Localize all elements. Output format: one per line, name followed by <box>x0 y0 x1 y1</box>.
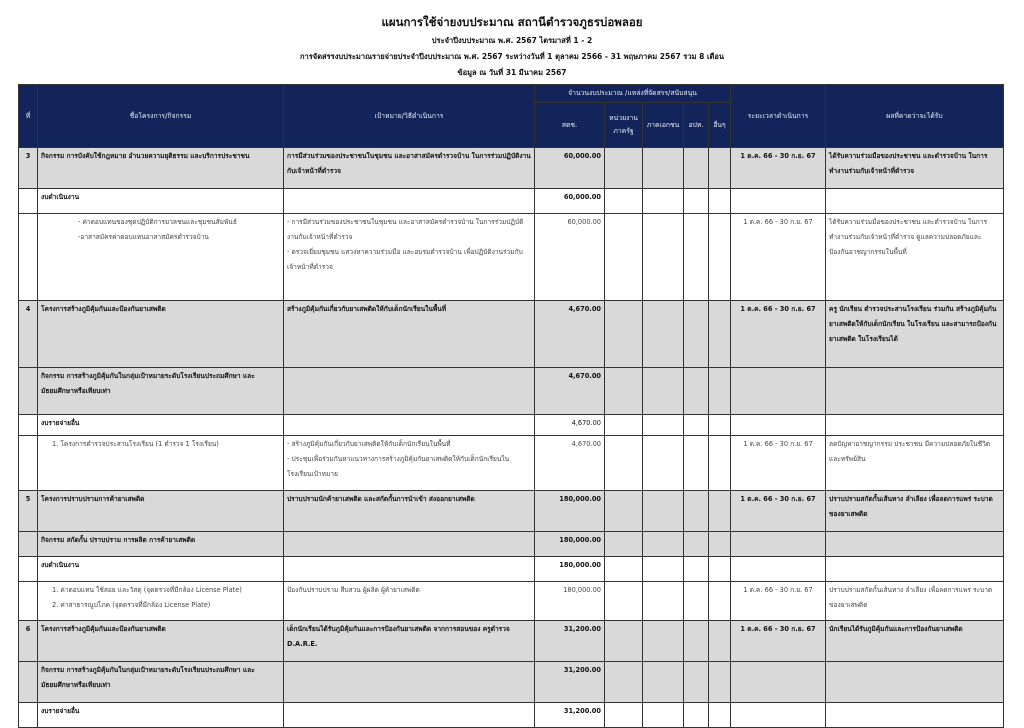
row-amount-police: 31,200.00 <box>535 662 605 703</box>
row-outcome: ได้รับความร่วมมือของประชาชน และตำรวจบ้าน ในการทำงานร่วมกับเจ้าหน้าที่ตำรวจ <box>826 148 1004 189</box>
row-amount-government <box>605 189 643 214</box>
document-title: แผนการใช้จ่ายงบประมาณ สถานีตำรวจภูธรบ่อพลอย <box>381 15 643 29</box>
row-period <box>731 368 826 415</box>
header-row-top <box>19 85 1004 103</box>
row-project: กิจกรรม การสร้างภูมิคุ้มกันในกลุ่มเป้าหมายระดับโรงเรียนประถมศึกษา และมัธยมศึกษาหรือเทียบเท่า <box>38 368 284 415</box>
budget-plan-table <box>18 84 1004 728</box>
row-amount-police: 31,200.00 <box>535 621 605 662</box>
table-body <box>19 148 1004 728</box>
row-amount-government <box>605 214 643 301</box>
row-period: 1 ต.ค. 66 - 30 ก.ย. 67 <box>731 214 826 301</box>
row-amount-local <box>684 301 709 368</box>
row-amount-other <box>709 621 731 662</box>
row-amount-other <box>709 662 731 703</box>
table-row <box>19 621 1004 662</box>
row-number <box>19 415 38 436</box>
row-number: 3 <box>19 148 38 189</box>
header-goal: เป้าหมาย/วิธีดำเนินการ <box>284 85 535 148</box>
row-outcome <box>826 662 1004 703</box>
row-project: 1. ค่าตอบแทน ใช้สอย และวัสดุ (จุดตรวจที่มีกล้อง License Plate) 2. ค่าสาธารณูปโภค (จุดตรวจที่มีกล้อง License Plate) <box>38 582 284 621</box>
row-amount-private <box>643 301 684 368</box>
row-goal <box>284 415 535 436</box>
row-goal: - การมีส่วนร่วมของประชาชนในชุมชน และอาสาสมัครตำรวจบ้าน ในการร่วมปฏิบัติงานกับเจ้าหน้าที่ตำรวจ - ตรวจเยี่ยมชุมชน แสวงหาความร่วมมือ และอบรมตำรวจบ้าน เพื่อปฏิบัติงานร่วมกับเจ้าหน้าที่ตำรวจ <box>284 214 535 301</box>
row-amount-other <box>709 189 731 214</box>
row-period <box>731 532 826 557</box>
row-number <box>19 662 38 703</box>
row-goal: เด็กนักเรียนได้รับภูมิคุ้มกันและการป้องกันยาเสพติด จากการสอนของ ครูตำรวจ D.A.R.E. <box>284 621 535 662</box>
row-period: 1 ต.ค. 66 - 30 ก.ย. 67 <box>731 301 826 368</box>
row-goal <box>284 662 535 703</box>
row-outcome <box>826 557 1004 582</box>
row-outcome <box>826 415 1004 436</box>
row-period: 1 ต.ค. 66 - 30 ก.ย. 67 <box>731 491 826 532</box>
row-outcome: ลดปัญหาอาชญากรรม ประชาชน มีความปลอดภัยในชีวิตและทรัพย์สิน <box>826 436 1004 491</box>
row-outcome: ปราบปรามสกัดกั้นเส้นทาง ลำเลียง เพื่อลดการแพร่ ระบาดของยาเสพติด <box>826 491 1004 532</box>
row-number <box>19 557 38 582</box>
header-budget-other: อื่นๆ <box>709 103 731 148</box>
row-amount-government <box>605 148 643 189</box>
row-amount-private <box>643 214 684 301</box>
table-row <box>19 557 1004 582</box>
row-amount-government <box>605 491 643 532</box>
row-amount-police: 180,000.00 <box>535 491 605 532</box>
row-amount-local <box>684 532 709 557</box>
row-outcome <box>826 189 1004 214</box>
row-project: งบดำเนินงาน <box>38 189 284 214</box>
row-amount-other <box>709 557 731 582</box>
row-number: 5 <box>19 491 38 532</box>
table-row <box>19 148 1004 189</box>
row-goal <box>284 189 535 214</box>
row-period: 1 ต.ค. 66 - 30 ก.ย. 67 <box>731 621 826 662</box>
row-amount-government <box>605 436 643 491</box>
table-row <box>19 214 1004 301</box>
row-goal: ป้องกันปราบปราม สืบสวน ผู้ผลิต ผู้ค้ายาเสพติด <box>284 582 535 621</box>
row-outcome <box>826 368 1004 415</box>
row-goal <box>284 557 535 582</box>
table-row <box>19 189 1004 214</box>
row-period <box>731 415 826 436</box>
row-project: - ค่าตอบแทนของชุดปฏิบัติการมวลชนและชุมชนสัมพันธ์ -อาสาสมัครค่าตอบแทนอาสาสมัครตำรวจบ้าน <box>38 214 284 301</box>
row-number: 6 <box>19 621 38 662</box>
row-project: กิจกรรม สกัดกั้น ปราบปราม การผลิต การค้ายาเสพติด <box>38 532 284 557</box>
row-goal: การมีส่วนร่วมของประชาชนในชุมชน และอาสาสมัครตำรวจบ้าน ในการร่วมปฏิบัติงานกับเจ้าหน้าที่ตำรวจ <box>284 148 535 189</box>
row-amount-other <box>709 301 731 368</box>
row-amount-local <box>684 415 709 436</box>
row-amount-other <box>709 368 731 415</box>
row-amount-police: 180,000.00 <box>535 582 605 621</box>
row-amount-police: 4,670.00 <box>535 415 605 436</box>
row-amount-government <box>605 301 643 368</box>
row-amount-other <box>709 436 731 491</box>
row-amount-local <box>684 491 709 532</box>
row-goal <box>284 532 535 557</box>
row-amount-police: 60,000.00 <box>535 214 605 301</box>
row-number <box>19 189 38 214</box>
row-period: 1 ต.ค. 66 - 30 ก.ย. 67 <box>731 582 826 621</box>
row-number <box>19 532 38 557</box>
row-project: โครงการสร้างภูมิคุ้มกันและป้องกันยาเสพติด <box>38 621 284 662</box>
row-amount-police: 31,200.00 <box>535 703 605 728</box>
row-amount-other <box>709 148 731 189</box>
row-amount-other <box>709 214 731 301</box>
row-project: งบดำเนินงาน <box>38 557 284 582</box>
table-row <box>19 532 1004 557</box>
table-row <box>19 368 1004 415</box>
row-outcome: ครู นักเรียน ตำรวจประสานโรงเรียน ร่วมกัน สร้างภูมิคุ้มกันยาเสพติดให้กับเด็กนักเรียน ในโรงเรียน และสามารถป้องกันยาเสพติด ในโรงเรียนได้ <box>826 301 1004 368</box>
header-budget-private: ภาคเอกชน <box>643 103 684 148</box>
row-project: กิจกรรม การสร้างภูมิคุ้มกันในกลุ่มเป้าหมายระดับโรงเรียนประถมศึกษา และมัธยมศึกษาหรือเทียบเท่า <box>38 662 284 703</box>
row-project: กิจกรรม การบังคับใช้กฎหมาย อำนวยความยุติธรรม และบริการประชาชน <box>38 148 284 189</box>
header-period: ระยะเวลาดำเนินการ <box>731 85 826 148</box>
row-goal: ปราบปรามนักค้ายาเสพติด และสกัดกั้นการนำเข้า ส่งออกยาเสพติด <box>284 491 535 532</box>
row-number <box>19 582 38 621</box>
row-amount-private <box>643 532 684 557</box>
row-period: 1 ต.ค. 66 - 30 ก.ย. 67 <box>731 148 826 189</box>
row-project: งบรายจ่ายอื่น <box>38 415 284 436</box>
row-project: งบรายจ่ายอื่น <box>38 703 284 728</box>
row-outcome <box>826 532 1004 557</box>
header-budget-group: จำนวนงบประมาณ /แหล่งที่จัดสรร/สนับสนุน <box>535 85 731 103</box>
row-amount-government <box>605 557 643 582</box>
row-amount-local <box>684 214 709 301</box>
row-number <box>19 368 38 415</box>
row-amount-government <box>605 582 643 621</box>
row-goal: สร้างภูมิคุ้มกันเกี่ยวกับยาเสพติดให้กับเด็กนักเรียนในพื้นที่ <box>284 301 535 368</box>
row-outcome: ได้รับความร่วมมือของประชาชน และตำรวจบ้าน ในการทำงานร่วมกับเจ้าหน้าที่ตำรวจ ดูแลความปลอดภัยและป้องกันอาชญากรรมในพื้นที่ <box>826 214 1004 301</box>
row-amount-private <box>643 621 684 662</box>
row-amount-local <box>684 662 709 703</box>
document-subtitle: ประจำปีงบประมาณ พ.ศ. 2567 ไตรมาสที่ 1 - 2 <box>431 36 593 45</box>
row-project: 1. โครงการตำรวจประสานโรงเรียน (1 ตำรวจ 1 โรงเรียน) <box>38 436 284 491</box>
allocation-line: การจัดสรรงบประมาณรายจ่ายประจำปีงบประมาณ พ.ศ. 2567 ระหว่างวันที่ 1 ตุลาคม 2566 - 31 พฤษภาคม 2567 รวม 8 เดือน <box>300 52 724 61</box>
header-no: ที่ <box>19 85 38 148</box>
row-amount-police: 180,000.00 <box>535 557 605 582</box>
row-amount-other <box>709 491 731 532</box>
row-period <box>731 189 826 214</box>
header-project: ชื่อโครงการ/กิจกรรม <box>38 85 284 148</box>
row-amount-private <box>643 148 684 189</box>
row-amount-local <box>684 189 709 214</box>
row-number <box>19 436 38 491</box>
row-amount-private <box>643 415 684 436</box>
row-project: โครงการสร้างภูมิคุ้มกันและป้องกันยาเสพติด <box>38 301 284 368</box>
row-amount-local <box>684 557 709 582</box>
row-amount-private <box>643 436 684 491</box>
row-amount-local <box>684 582 709 621</box>
row-amount-police: 4,670.00 <box>535 368 605 415</box>
row-number: 4 <box>19 301 38 368</box>
row-amount-other <box>709 415 731 436</box>
row-outcome: นักเรียนได้รับภูมิคุ้มกันและการป้องกันยาเสพติด <box>826 621 1004 662</box>
header-budget-local: อปท. <box>684 103 709 148</box>
row-amount-local <box>684 368 709 415</box>
row-amount-private <box>643 189 684 214</box>
row-amount-government <box>605 621 643 662</box>
row-project: โครงการปราบปรามการค้ายาเสพติด <box>38 491 284 532</box>
row-amount-police: 180,000.00 <box>535 532 605 557</box>
table-row <box>19 415 1004 436</box>
table-row <box>19 582 1004 621</box>
row-amount-private <box>643 368 684 415</box>
row-amount-government <box>605 532 643 557</box>
table-row <box>19 662 1004 703</box>
row-goal: - สร้างภูมิคุ้มกันเกี่ยวกับยาเสพติดให้กับเด็กนักเรียนในพื้นที่ - ประชุมเพื่อร่วมกันหาแนวทางการสร้างภูมิคุ้มกันยาเสพติดให้กับเด็กนักเรียนในโรงเรียนเป้าหมาย <box>284 436 535 491</box>
data-date: ข้อมูล ณ วันที่ 31 มีนาคม 2567 <box>457 68 567 77</box>
table-row <box>19 301 1004 368</box>
header-budget-police: สตช. <box>535 103 605 148</box>
row-amount-police: 4,670.00 <box>535 436 605 491</box>
header-outcome: ผลที่คาดว่าจะได้รับ <box>826 85 1004 148</box>
row-amount-other <box>709 532 731 557</box>
row-amount-local <box>684 148 709 189</box>
row-outcome: ปราบปรามสกัดกั้นเส้นทาง ลำเลียง เพื่อลดการแพร่ ระบาดของยาเสพติด <box>826 582 1004 621</box>
row-goal <box>284 368 535 415</box>
row-amount-police: 4,670.00 <box>535 301 605 368</box>
row-amount-local <box>684 436 709 491</box>
row-amount-private <box>643 582 684 621</box>
table-row <box>19 491 1004 532</box>
header-budget-government: หน่วยงานภาครัฐ <box>605 103 643 148</box>
row-period: 1 ต.ค. 66 - 30 ก.ย. 67 <box>731 436 826 491</box>
row-amount-police: 60,000.00 <box>535 148 605 189</box>
row-amount-local <box>684 621 709 662</box>
row-amount-private <box>643 557 684 582</box>
table-row <box>19 436 1004 491</box>
row-amount-police: 60,000.00 <box>535 189 605 214</box>
document-header <box>0 14 1024 81</box>
row-amount-private <box>643 662 684 703</box>
row-number <box>19 214 38 301</box>
row-amount-other <box>709 582 731 621</box>
row-amount-government <box>605 368 643 415</box>
row-amount-government <box>605 415 643 436</box>
row-amount-government <box>605 662 643 703</box>
row-amount-private <box>643 491 684 532</box>
row-period <box>731 557 826 582</box>
row-period <box>731 662 826 703</box>
